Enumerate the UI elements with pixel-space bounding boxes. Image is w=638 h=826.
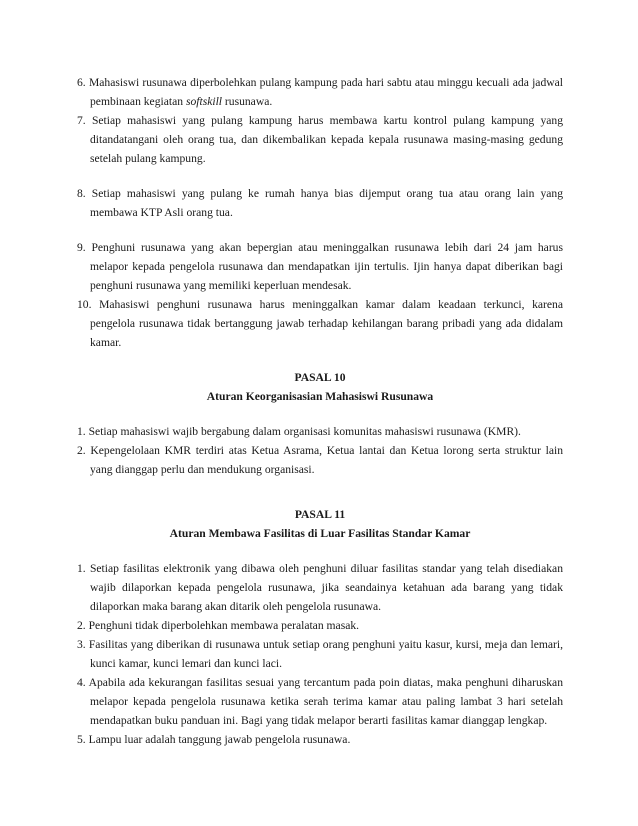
item-number: 8.	[77, 187, 86, 200]
pasal-11-item-4	[77, 673, 563, 730]
item-text: Fasilitas yang diberikan di rusunawa untuk setiap orang penghuni yaitu kasur, kursi, meja dan lemari, kunci kamar, kunci lemari dan kunci laci.	[88, 638, 563, 670]
document-page	[77, 73, 563, 749]
list-item-10	[77, 295, 563, 352]
item-number: 2.	[77, 444, 86, 457]
pasal-10-title: PASAL 10	[294, 371, 346, 384]
item-text: Setiap mahasiswi wajib bergabung dalam organisasi komunitas mahasiswi rusunawa (KMR).	[88, 425, 521, 438]
list-item-9	[77, 238, 563, 295]
item-number: 10.	[77, 298, 92, 311]
item-text: Kepengelolaan KMR terdiri atas Ketua Asrama, Ketua lantai dan Ketua lorong serta struktur lain yang dianggap perlu dan mendukung organisasi.	[90, 444, 563, 476]
pasal-11-item-1	[77, 559, 563, 616]
item-number: 1.	[77, 562, 86, 575]
pasal-11-title: PASAL 11	[294, 508, 346, 521]
item-text: Setiap mahasiswi yang pulang kampung harus membawa kartu kontrol pulang kampung yang ditandatangani oleh orang tua, dan dikembalikan kepada kepala rusunawa masing-masing gedung setelah pulang kampung.	[90, 114, 563, 165]
item-text: Penghuni tidak diperbolehkan membawa peralatan masak.	[88, 619, 360, 632]
item-text-pre: Mahasiswi rusunawa diperbolehkan pulang kampung pada hari sabtu atau minggu kecuali ada jadwal pembinaan kegiatan	[88, 76, 563, 108]
pasal-11-item-5	[77, 730, 563, 749]
item-number: 6.	[77, 76, 86, 89]
spacer	[77, 168, 563, 184]
item-number: 7.	[77, 114, 86, 127]
item-text: Setiap fasilitas elektronik yang dibawa oleh penghuni diluar fasilitas standar yang telah disediakan wajib dilaporkan kepada pengelola rusunawa, jika seandainya ketahuan ada barang yang tidak dilaporkan maka barang akan ditarik oleh pengelola rusunawa.	[89, 562, 563, 613]
item-number: 2.	[77, 619, 86, 632]
spacer	[77, 352, 563, 368]
pasal-10-item-2	[77, 441, 563, 479]
item-text: Mahasiswi penghuni rusunawa harus meninggalkan kamar dalam keadaan terkunci, karena pengelola rusunawa tidak bertanggung jawab terhadap kehilangan barang pribadi yang ada didalam kamar.	[90, 298, 564, 349]
pasal-11-subtitle: Aturan Membawa Fasilitas di Luar Fasilitas Standar Kamar	[169, 527, 471, 540]
item-text-italic: softskill	[185, 95, 223, 108]
list-item-7	[77, 111, 563, 168]
pasal-10-subtitle: Aturan Keorganisasian Mahasiswi Rusunawa	[206, 390, 434, 403]
list-item-8	[77, 184, 563, 222]
item-number: 5.	[77, 733, 86, 746]
item-text: Lampu luar adalah tanggung jawab pengelola rusunawa.	[88, 733, 351, 746]
spacer	[77, 479, 563, 505]
item-number: 3.	[77, 638, 86, 651]
pasal-11-item-2	[77, 616, 563, 635]
pasal-10-item-1	[77, 422, 563, 441]
spacer	[77, 222, 563, 238]
item-number: 9.	[77, 241, 86, 254]
item-text: Penghuni rusunawa yang akan bepergian atau meninggalkan rusunawa lebih dari 24 jam harus melapor kepada pengelola rusunawa dan mendapatkan ijin tertulis. Ijin hanya dapat diberikan bagi penghuni rusunawa yang memiliki keperluan mendesak.	[90, 241, 563, 292]
item-text-post: rusunawa.	[222, 95, 273, 108]
spacer	[77, 406, 563, 422]
pasal-11-item-3	[77, 635, 563, 673]
list-item-6	[77, 73, 563, 111]
item-text: Apabila ada kekurangan fasilitas sesuai yang tercantum pada poin diatas, maka penghuni diharuskan melapor kepada pengelola rusunawa ketika serah terima kamar atau paling lambat 3 hari setelah mendapatkan buku panduan ini. Bagi yang tidak melapor berarti fasilitas kamar dianggap lengkap.	[88, 676, 563, 727]
item-number: 4.	[77, 676, 86, 689]
item-text: Setiap mahasiswi yang pulang ke rumah hanya bias dijemput orang tua atau orang lain yang membawa KTP Asli orang tua.	[90, 187, 564, 219]
spacer	[77, 543, 563, 559]
item-number: 1.	[77, 425, 86, 438]
